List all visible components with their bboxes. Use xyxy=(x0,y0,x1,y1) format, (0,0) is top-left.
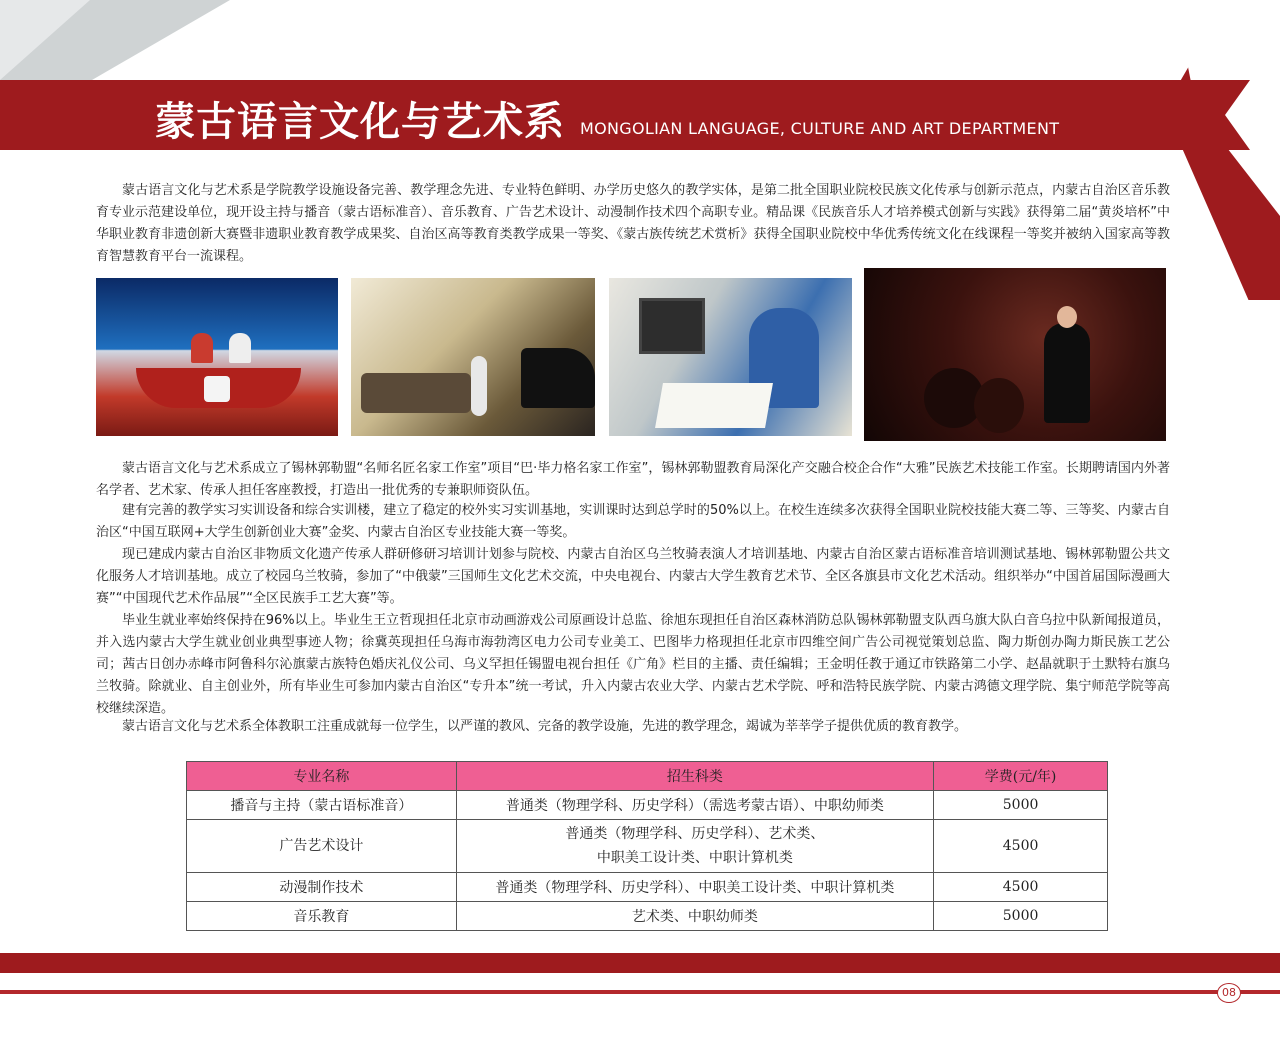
page-subtitle-english: MONGOLIAN LANGUAGE, CULTURE AND ART DEPARTMENT xyxy=(580,119,1060,138)
table-row xyxy=(187,902,1108,931)
intro-paragraph: 蒙古语言文化与艺术系是学院教学设施设备完善、教学理念先进、专业特色鲜明、办学历史悠久的教学实体，是第二批全国职业院校民族文化传承与创新示范点，内蒙古自治区音乐教育专业示范建设单位，现开设主持与播音（蒙古语标准音）、音乐教育、广告艺术设计、动漫制作技术四个高职专业。精品课《民族音乐人才培养模式创新与实践》获得第二届“黄炎培杯”中华职业教育非遗创新大赛暨非遗职业教育教学成果奖、自治区高等教育类教学成果一等奖、《蒙古族传统艺术赏析》获得全国职业院校中华优秀传统文化在线课程一等奖并被纳入国家高等教育智慧教育平台一流课程。 xyxy=(96,183,1170,264)
paragraph-bases: 现已建成内蒙古自治区非物质文化遗产传承人群研修研习培训计划参与院校、内蒙古自治区乌兰牧骑表演人才培训基地、内蒙古自治区蒙古语标准音培训测试基地、锡林郭勒盟公共文化服务人才培训基地。成立了校园乌兰牧骑，参加了“中俄蒙”三国师生文化艺术交流，中央电视台、内蒙古大学生教育艺术节、全区各旗县市文化艺术活动。组织举办“中国首届国际漫画大赛”“中国现代艺术作品展”“全区民族手工艺大赛”等。 xyxy=(96,547,1170,606)
header-fee: 学费(元/年) xyxy=(934,762,1108,791)
fee-cell: 5000 xyxy=(934,791,1108,820)
page-title: 蒙古语言文化与艺术系 xyxy=(155,99,565,145)
category-cell: 艺术类、中职幼师类 xyxy=(456,902,933,931)
paragraph-employment: 毕业生就业率始终保持在96%以上。毕业生王立哲现担任北京市动画游戏公司原画设计总监、徐旭东现担任自治区森林消防总队锡林郭勒盟支队西乌旗大队白音乌拉中队新闻报道员，并入选内蒙古大学生就业创业典型事迹人物；徐冀英现担任乌海市海勃湾区电力公司专业美工、巴图毕力格现担任北京市四维空间广告公司视觉策划总监、陶力斯创办陶力斯民族工艺公司；茜古日创办赤峰市阿鲁科尔沁旗蒙古族特色婚庆礼仪公司、乌义罕担任锡盟电视台担任《广角》栏目的主播、责任编辑；王金明任教于通辽市铁路第二小学、赵晶就职于土默特右旗乌兰牧骑。除就业、自主创业外，所有毕业生可参加内蒙古自治区“专升本”统一考试，升入内蒙古农业大学、内蒙古艺术学院、呼和浩特民族学院、内蒙古鸿德文理学院、集宁师范学院等高校继续深造。 xyxy=(96,613,1170,716)
category-cell xyxy=(456,820,933,873)
category-cell: 普通类（物理学科、历史学科）、中职美工设计类、中职计算机类 xyxy=(456,873,933,902)
paragraph-workshops: 蒙古语言文化与艺术系成立了锡林郭勒盟“名师名匠名家工作室”项目“巴·毕力格名家工作室”，锡林郭勒盟教育局深化产交融合校企合作“大雅”民族艺术技能工作室。长期聘请国内外著名学者、艺术家、传承人担任客座教授，打造出一批优秀的专兼职师资队伍。 xyxy=(96,461,1170,498)
photo-tv-studio xyxy=(96,278,338,436)
paragraph-facilities: 建有完善的教学实习实训设备和综合实训楼，建立了稳定的校外实习实训基地，实训课时达到总学时的50%以上。在校生连续多次获得全国职业院校技能大赛二等、三等奖、内蒙古自治区“中国互联网+大学生创新创业大赛”金奖、内蒙古自治区专业技能大赛一等奖。 xyxy=(96,503,1170,540)
major-cell: 动漫制作技术 xyxy=(187,873,457,902)
photo-music-class xyxy=(351,278,595,436)
fee-cell: 5000 xyxy=(934,902,1108,931)
fee-cell: 4500 xyxy=(934,820,1108,873)
category-line: 中职美工设计类、中职计算机类 xyxy=(596,850,793,866)
photo-orchestra xyxy=(864,268,1166,441)
tuition-table xyxy=(186,761,1108,931)
table-row xyxy=(187,873,1108,902)
table-header-row xyxy=(187,762,1108,791)
category-cell: 普通类（物理学科、历史学科）（需选考蒙古语）、中职幼师类 xyxy=(456,791,933,820)
header-major: 专业名称 xyxy=(187,762,457,791)
footer-line xyxy=(0,990,1280,994)
category-line: 普通类（物理学科、历史学科）、艺术类、 xyxy=(565,826,825,842)
fee-cell: 4500 xyxy=(934,873,1108,902)
table-row xyxy=(187,791,1108,820)
page-number: 08 xyxy=(1217,983,1241,1003)
major-cell: 播音与主持（蒙古语标准音） xyxy=(187,791,457,820)
photo-art-design xyxy=(609,278,852,436)
major-cell: 广告艺术设计 xyxy=(187,820,457,873)
header-category: 招生科类 xyxy=(456,762,933,791)
footer-band xyxy=(0,953,1280,973)
paragraph-closing: 蒙古语言文化与艺术系全体教职工注重成就每一位学生，以严谨的教风、完备的教学设施，先进的教学理念，竭诚为莘莘学子提供优质的教育教学。 xyxy=(122,719,968,734)
major-cell: 音乐教育 xyxy=(187,902,457,931)
table-row xyxy=(187,820,1108,873)
